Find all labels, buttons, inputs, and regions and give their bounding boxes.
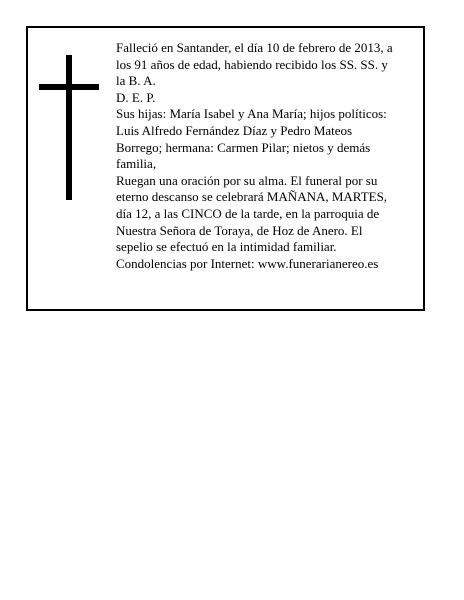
obituary-text	[116, 40, 400, 272]
condolences-line: Condolencias por Internet: www.funerarianereo.es	[116, 255, 379, 271]
death-announcement: Falleció en Santander, el día 10 de febrero de 2013, a los 91 años de edad, habiendo recibido los SS. SS. y la B. A.	[116, 40, 393, 89]
cross-horizontal-bar	[39, 84, 99, 90]
obituary-notice	[26, 26, 425, 311]
funeral-details: Ruegan una oración por su alma. El funeral por su eterno descanso se celebrará MAÑANA, MARTES, día 12, a las CINCO de la tarde, en la parroquia de Nuestra Señora de Toraya, de Hoz de Anero. El sepelio se efectuó en la intimidad familiar.	[116, 172, 388, 255]
latin-cross-icon	[39, 55, 99, 200]
cross-vertical-bar	[66, 55, 72, 200]
family-members: Sus hijas: María Isabel y Ana María; hijos políticos: Luis Alfredo Fernández Díaz y Pedro Mateos Borrego; hermana: Carmen Pilar; nietos y demás familia,	[116, 106, 387, 172]
rest-in-peace: D. E. P.	[116, 89, 156, 105]
